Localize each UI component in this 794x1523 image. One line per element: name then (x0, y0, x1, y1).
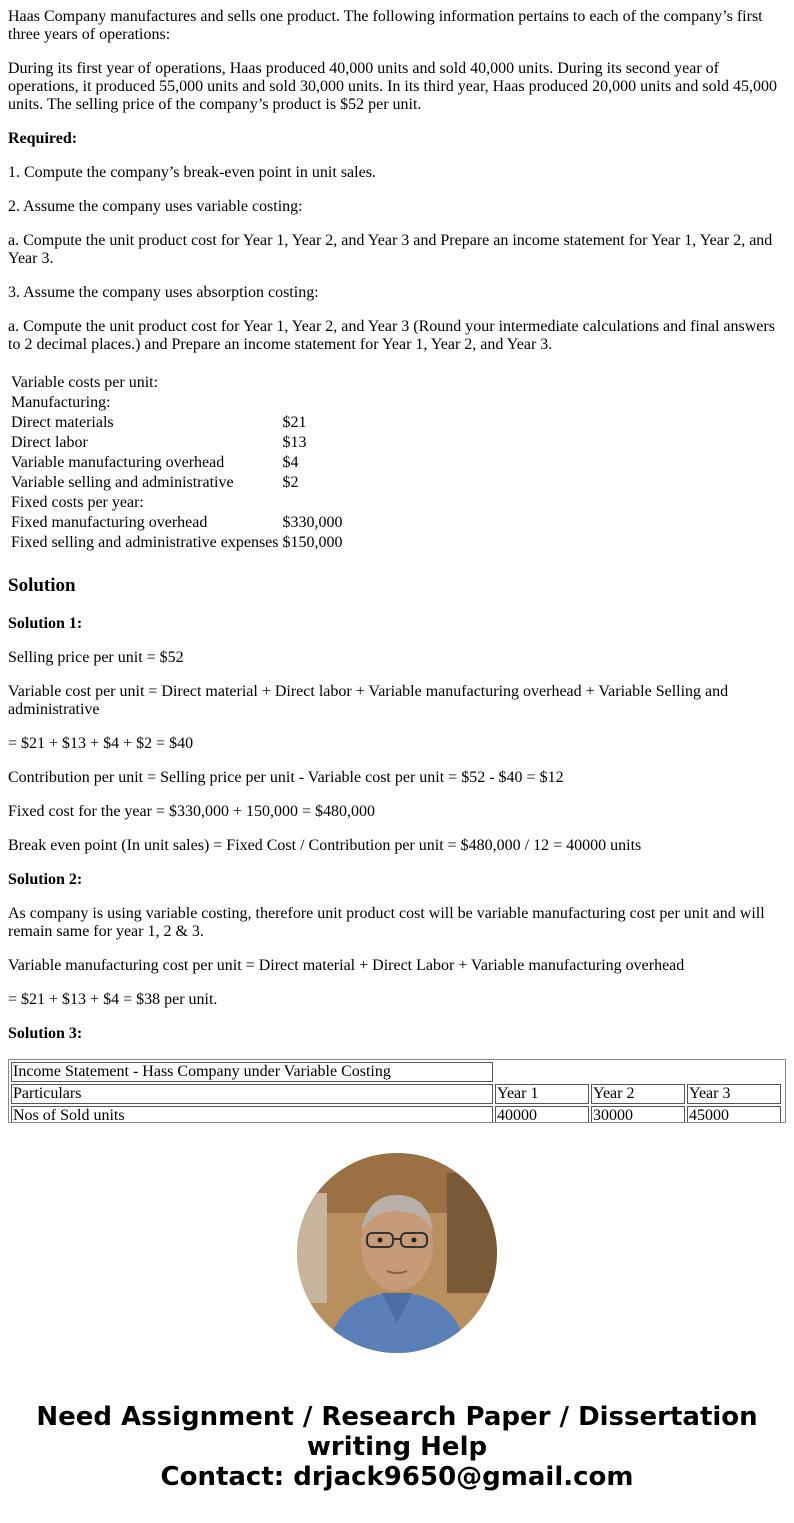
solution-1-line: Break even point (In unit sales) = Fixed Cost / Contribution per unit = $480,000 / 12 = 40000 units (8, 837, 642, 854)
person-portrait-icon (297, 1153, 497, 1353)
cost-value: $2 (282, 474, 299, 491)
promo-banner (0, 1402, 794, 1492)
table-header-cell: Year 2 (591, 1084, 685, 1104)
cost-value: $21 (282, 414, 307, 431)
cost-row (10, 434, 344, 452)
income-statement-table (9, 1060, 783, 1123)
cost-label: Direct labor (11, 434, 88, 451)
cost-value (282, 374, 344, 392)
cost-label: Manufacturing: (11, 394, 111, 411)
cost-table (8, 372, 346, 554)
table-cell: 40000 (495, 1106, 589, 1123)
cost-value: $150,000 (282, 534, 343, 551)
promo-contact: Contact: drjack9650@gmail.com (160, 1462, 634, 1492)
cost-value (282, 394, 344, 412)
promo-line-2: writing Help (306, 1432, 488, 1462)
table-cell: 30000 (591, 1106, 685, 1123)
cost-row (10, 394, 344, 412)
table-header-cell: Year 1 (495, 1084, 589, 1104)
cost-label: Fixed costs per year: (11, 494, 144, 511)
cost-label: Direct materials (11, 414, 114, 431)
solution-title: Solution (8, 575, 76, 596)
table-header-cell: Particulars (11, 1084, 493, 1104)
table-row (11, 1106, 781, 1123)
cost-label: Fixed manufacturing overhead (11, 514, 208, 531)
required-heading: Required: (8, 130, 78, 147)
question-2: 2. Assume the company uses variable costing: (8, 198, 303, 215)
solution-1-line: Variable cost per unit = Direct material + Direct labor + Variable manufacturing overhead + Variable Selling and administrative (8, 683, 729, 718)
solution-2-heading: Solution 2: (8, 871, 83, 888)
cost-row (10, 514, 344, 532)
cost-label: Variable manufacturing overhead (11, 454, 225, 471)
solution-3-heading: Solution 3: (8, 1025, 83, 1042)
table-cell: 45000 (687, 1106, 781, 1123)
solution-2-line: As company is using variable costing, therefore unit product cost will be variable manufacturing cost per unit and will remain same for year 1, 2 & 3. (8, 905, 765, 940)
income-statement-title: Income Statement - Hass Company under Variable Costing (11, 1062, 493, 1082)
solution-2-line: = $21 + $13 + $4 = $38 per unit. (8, 991, 218, 1008)
cost-row (10, 414, 344, 432)
solution-1-line: Fixed cost for the year = $330,000 + 150,000 = $480,000 (8, 803, 376, 820)
cost-label: Variable selling and administrative (11, 474, 234, 491)
cost-value (282, 494, 344, 512)
table-cell: Nos of Sold units (11, 1106, 493, 1123)
cost-value: $330,000 (282, 514, 343, 531)
solution-1-line: = $21 + $13 + $4 + $2 = $40 (8, 735, 194, 752)
promo-line-1: Need Assignment / Research Paper / Dissertation (36, 1402, 758, 1432)
cost-label: Fixed selling and administrative expenses (11, 534, 279, 551)
cost-label: Variable costs per unit: (11, 374, 159, 391)
question-1: 1. Compute the company’s break-even point in unit sales. (8, 164, 376, 181)
question-3: 3. Assume the company uses absorption costing: (8, 284, 319, 301)
intro-paragraph: Haas Company manufactures and sells one product. The following information pertains to each of the company’s first three years of operations: (8, 8, 763, 43)
solution-1-heading: Solution 1: (8, 615, 83, 632)
cost-row (10, 534, 344, 552)
table-header-cell: Year 3 (687, 1084, 781, 1104)
question-2a: a. Compute the unit product cost for Year 1, Year 2, and Year 3 and Prepare an income statement for Year 1, Year 2, and Year 3. (8, 232, 773, 267)
cost-value: $13 (282, 434, 307, 451)
cost-row (10, 494, 344, 512)
cost-row (10, 454, 344, 472)
solution-1-line: Selling price per unit = $52 (8, 649, 184, 666)
intro-paragraph-2: During its first year of operations, Haas produced 40,000 units and sold 40,000 units. During its second year of operations, it produced 55,000 units and sold 30,000 units. In its third year, Haas produced 20,000 units and sold 45,000 units. The selling price of the company’s product is $52 per unit. (8, 60, 778, 113)
cost-row (10, 374, 344, 392)
question-3a: a. Compute the unit product cost for Year 1, Year 2, and Year 3 (Round your intermediate calculations and final answers to 2 decimal places.) and Prepare an income statement for Year 1, Year 2, and Year 3. (8, 318, 775, 353)
cost-value: $4 (282, 454, 299, 471)
income-statement-scroll-area[interactable] (8, 1059, 786, 1123)
solution-1-line: Contribution per unit = Selling price per unit - Variable cost per unit = $52 - $40 = $12 (8, 769, 564, 786)
cost-row (10, 474, 344, 492)
solution-2-line: Variable manufacturing cost per unit = Direct material + Direct Labor + Variable manufacturing overhead (8, 957, 685, 974)
author-avatar (297, 1153, 497, 1353)
